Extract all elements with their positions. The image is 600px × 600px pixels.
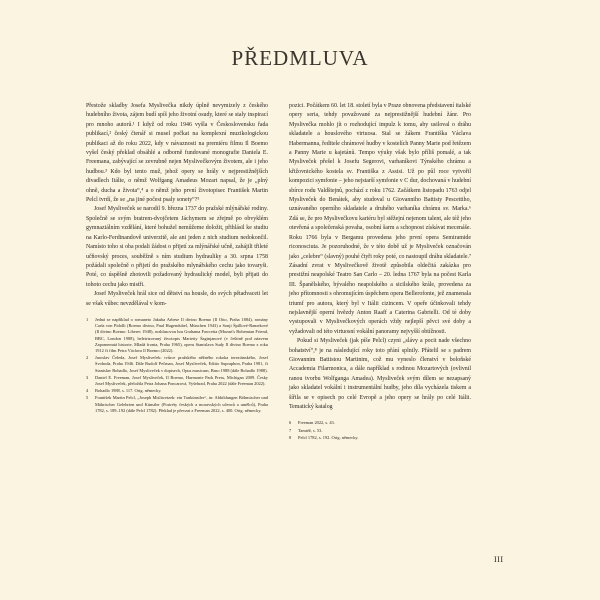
footnote-number: 1 <box>86 316 89 322</box>
footnote-text: Freeman 2022, s. 43. <box>298 420 335 426</box>
footnote-number: 3 <box>86 374 89 380</box>
body-paragraph: pozici. Počátkem 60. let 18. století byla v Praze obnovena představení italské opery seria, tehdy považované za nejprestižnější hudební žánr. Pro Myslivečka mohlo jít o rozhodující impulz k tomu, aby usiloval o dráhu skladatele a houslového virtuosa. Stal se žákem Františka Václava Habermanna, ředitele chrámové hudby v kostelích Panny Marie pod řetězem a Panny Marie u kajetánů. Tempo výuky však bylo příliš pomalé, a tak Mysliveček přešel k Josefu Segerovi, varhaníkovi Týnského chrámu a křižovnického kostela sv. Františka z Assisi. Už po půl roce vytvořil kompozici symfonie – jeho nejstarší symfonie v C dur, dochovaná v hudební sbírce rodu Valdštejnů, pochází z roku 1762. Začátkem listopadu 1763 odjel Mysliveček do Benátek, aby studoval u Giovanniho Battisty Pescettiho, uznávaného operního skladatele a druhého varhaníka chrámu sv. Marka.⁶ Zdá se, že pro Myslivečkovu kariéru byl stěžejní nejenom talent, ale též jeho otevřená a společenská povaha, osobní šarm a schopnost získávat mecenáše. Roku 1766 byla v Bergamu provedena jeho první opera Semiramide riconosciuta. Je pozoruhodné, že v této době už je Mysliveček označován jako „celebre“ (slavný) pouhé čtyři roky poté, co nastoupil dráhu skladatele.⁷ Zásadní zvrat v Myslivečkově životě způsobila oldečitá zakázka pro prestižní neapolské Teatro San Carlo – 20. ledna 1767 byla na počest Karla III. Španělského, bývalého neapolského a sicilského krále, provedena za jeho přítomnosti s ohromujícím úspěchem opera Bellerofonte, jež znamenala triumf pro autora, který byl v Itálii cizincem. V opeře účinkovali tehdy nejslavnější operní hvězdy Anton Raaff a Caterina Gabrielli. Od té doby vystupovali v Myslivečkových operách vždy nejlepší pěvci své doby a vyžadovali od této virtuosní vokální panoramy nejvyšší obtížnosti. <box>289 103 471 335</box>
footnote-text: Daniel E. Freeman, Josef Mysliveček, Il Boemo, Harmonie Park Press, Michigan 2009. Česky Josef Mysliveček, přeložila Petra Johana Poncarová, Vyšehrad, Praha 2022 (dále Freeman 2022). <box>95 374 268 386</box>
footnote <box>86 395 268 414</box>
footnote <box>86 388 268 394</box>
footnote-number: 4 <box>86 388 89 394</box>
footnotes-right <box>289 420 471 441</box>
footnote <box>289 428 471 434</box>
footnote <box>86 355 268 374</box>
footnote-text: František Martin Pelcl, „Joseph Misliwetzek: ein Tonkünstler“, in: Abbildungen Böhmischer und Mährischer Gelehrten und Künstler (Portréty českých a moravských učenců a umělců), Praha 1782, s. 189–192 (dále Pelcl 1782). Překlad je převzat z Freeman 2022, s. 400. Orig. německy. <box>95 395 268 413</box>
footnote-number: 6 <box>289 420 292 426</box>
body-paragraph: Josef Mysliveček hrál sice od dětství na housle, do svých pětadvaceti let se však vůbec nevzdělával v kom- <box>86 291 268 307</box>
footnote-number: 7 <box>289 427 292 433</box>
footnote-text: Jaroslav Čeleda, Josef Mysliveček: tvůrce pražského něžného rokoka tereziánského, Josef Svoboda, Praha 1946. Dále Rudolf Pečman, Josef Mysliveček, Editio Supraphon, Praha 1981, či Stanislav Bohadlo, Josef Mysliveček v dopisech, Opus musicum, Brno 1988 (dále Bohadlo 1988). <box>95 355 268 373</box>
footnote-number: 2 <box>86 355 89 361</box>
footnote-text: Bohadlo 1988, s. 117. Orig. německy. <box>95 388 162 394</box>
footnote-text: Tamtéž, s. 53. <box>298 427 323 433</box>
body-paragraph: Přestože skladby Josefa Myslivečka nikdy úplně nevymizely z českého hudebního života, zájem budí spíš jeho životní osudy, které se staly inspirací pro mnoho autorů.¹ I když od roku 1946 vyšla v Československu řada publikací,² český čtenář si musel počkat na komplexní muzikologickou publikaci až do roku 2022, kdy v návaznosti na premiéru filmu Il Boemo vyšel český překlad obsáhlé a odborně fundované monografie Daniela E. Freemana, zabývající se zevrubně nejen Myslivečkovým životem, ale i jeho hudbou.³ Kdo byl tento muž, jehož opery se hrály v nejprestižnějších divadlech Itálie, o němž Wolfgang Amadeus Mozart napsal, že je „plný ohně, ducha a života“,⁴ a o němž jeho první životopisec František Martin Pelcl tvrdí, že se „na jiné počest psaly sonety“?⁵ <box>86 103 268 204</box>
left-column <box>86 102 268 415</box>
footnote-number: 8 <box>289 434 292 440</box>
footnote <box>86 317 268 354</box>
page-title: PŘEDMLUVA <box>231 46 369 70</box>
footnote-text: Pelcl 1782, s. 192. Orig. německy. <box>298 434 359 440</box>
right-column <box>289 102 471 442</box>
footnote-text: Jedná se například o romaneto Jakuba Arbese Il divino Boemo (Il Otto, Praha 1884), romány Carla von Pidolli (Boemo divino, Paul Hugendubel, München 1943) a Sonji Špillové-Ramekové (Il divino Boemo: Liberec 1948), rozhlasovou hru Grahama Fawcetta (Mozart's Bohemian Friend, BBC, London 1988), beletrizovaný životopis Marietty Šaginjanové (v češtině pod názvem Zapomenutá historie, Mladá fronta, Praha 1965), operu Stanislava Sudy Il divino Boemo z roku 1912 či film Petra Václava Il Boemo (2022). <box>95 316 268 353</box>
footnote <box>289 435 471 441</box>
footnote <box>86 375 268 387</box>
footnote-number: 5 <box>86 395 89 401</box>
body-paragraph: Josef Mysliveček se narodil 9. března 1737 do pražské mlýnářské rodiny. Společně se svým bratrem-dvojčetem Jáchymem se zřejmě po obvyklém gymnaziálním vzdělání, které bohužel nemůžeme doložit, přihlásil ke studiu na Karlo-Ferdinandově univerzitě, ale ani jeden z nich studium nedokončil. Namísto toho si oba podali žádost o přijetí za mlýnářské učně, zahájili třileté učňovský proces, souběžně s ním studium hydrauliky a 30. srpna 1758 požádali společně o přijetí do pražského mlynářského cechu jako tovaryši. Poté, co úspěšně zhotovili požadovaný hydraulický model, byli přijati do tohoto cechu jako mistři. <box>86 206 268 288</box>
page-number: III <box>494 555 504 564</box>
footnote <box>289 420 471 426</box>
body-paragraph: Pokud si Mysliveček (jak píše Pelcl) czyni „slávy a pocit nade všechno bohatství“,⁸ je na následující roky toto přání splnily. Přátelil se s padrem Giovannim Battistou Martinim, což mu vyneslo členství v boloňské Accademia Filarmonica, a dále například s rodinou Mozartových (ovlivnil ranou tvorbu Wolfganga Amadea). Mysliveček svým dílem se nezapsaný jako skladatel vokální i instrumentální hudby, jeho díla vycházela tiskem a šířila se v opisech po celé Evropě a jeho opery se hrály po celé Itálii. Tematický katalog <box>289 338 471 410</box>
footnotes-left <box>86 317 268 414</box>
